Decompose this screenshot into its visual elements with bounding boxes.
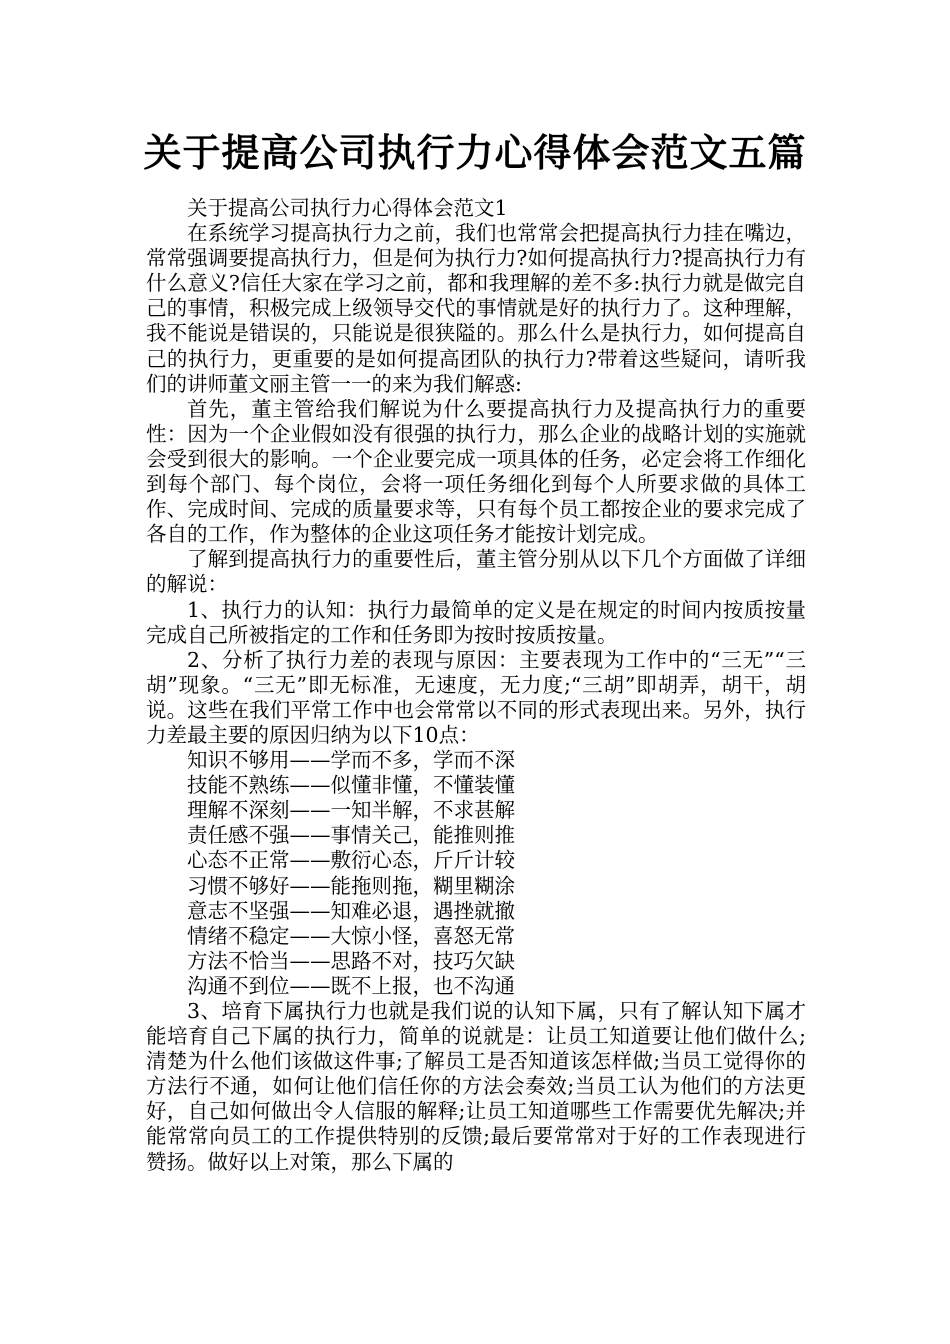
reason-item: 方法不恰当——思路不对，技巧欠缺 bbox=[187, 948, 515, 973]
section-heading: 关于提高公司执行力心得体会范文1 bbox=[187, 196, 508, 220]
reason-item: 责任感不强——事情关己，能推则推 bbox=[187, 823, 515, 848]
document-body bbox=[146, 196, 806, 1175]
paragraph-importance: 首先，董主管给我们解说为什么要提高执行力及提高执行力的重要性：因为一个企业假如没有很强的执行力，那么企业的战略计划的实施就会受到很大的影响。一个企业要完成一项具体的任务，必定会将工作细化到每个部门、每个岗位，会将一项任务细化到每个人所要求做的具体工作、完成时间、完成的质量要求等，只有每个员工都按企业的要求完成了各自的工作，作为整体的企业这项任务才能按计划完成。 bbox=[146, 396, 806, 547]
reason-item: 心态不正常——敷衍心态，斤斤计较 bbox=[187, 848, 515, 873]
document-title: 关于提高公司执行力心得体会范文五篇 bbox=[143, 131, 807, 175]
reason-item: 意志不坚强——知难必退，遇挫就撤 bbox=[187, 898, 515, 923]
reason-item: 习惯不够好——能拖则拖，糊里糊涂 bbox=[187, 873, 515, 898]
reason-item: 技能不熟练——似懂非懂，不懂装懂 bbox=[187, 773, 515, 798]
paragraph-point-2: 2、分析了执行力差的表现与原因：主要表现为工作中的“三无”“三胡”现象。“三无”即无标准，无速度，无力度;“三胡”即胡弄，胡干，胡说。这些在我们平常工作中也会常常以不同的形式表现出来。另外，执行力差最主要的原因归纳为以下10点： bbox=[146, 647, 806, 747]
reason-item: 知识不够用——学而不多，学而不深 bbox=[187, 748, 515, 773]
reason-item: 沟通不到位——既不上报，也不沟通 bbox=[187, 973, 515, 998]
paragraph-point-3: 3、培育下属执行力也就是我们说的认知下属，只有了解认知下属才能培育自己下属的执行力，简单的说就是：让员工知道要让他们做什么;清楚为什么他们该做这件事;了解员工是否知道该怎样做;当员工觉得你的方法行不通，如何让他们信任你的方法会奏效;当员工认为他们的方法更好，自己如何做出令人信服的解释;让员工知道哪些工作需要优先解决;并能常常向员工的工作提供特别的反馈;最后要常常对于好的工作表现进行赞扬。做好以上对策，那么下属的 bbox=[146, 999, 806, 1174]
paragraph-transition: 了解到提高执行力的重要性后，董主管分别从以下几个方面做了详细的解说： bbox=[146, 547, 806, 597]
paragraph-point-1: 1、执行力的认知：执行力最简单的定义是在规定的时间内按质按量完成自己所被指定的工作和任务即为按时按质按量。 bbox=[146, 597, 806, 647]
reason-item: 情绪不稳定——大惊小怪，喜怒无常 bbox=[187, 923, 515, 948]
paragraph-intro: 在系统学习提高执行力之前，我们也常常会把提高执行力挂在嘴边，常常强调要提高执行力，但是何为执行力?如何提高执行力?提高执行力有什么意义?信任大家在学习之前，都和我理解的差不多:执行力就是做完自己的事情，积极完成上级领导交代的事情就是好的执行力了。这种理解，我不能说是错误的，只能说是很狭隘的。那么什么是执行力，如何提高自己的执行力，更重要的是如何提高团队的执行力?带着这些疑问，请听我们的讲师董文丽主管一一的来为我们解惑: bbox=[146, 221, 806, 396]
reason-item: 理解不深刻——一知半解，不求甚解 bbox=[187, 798, 515, 823]
